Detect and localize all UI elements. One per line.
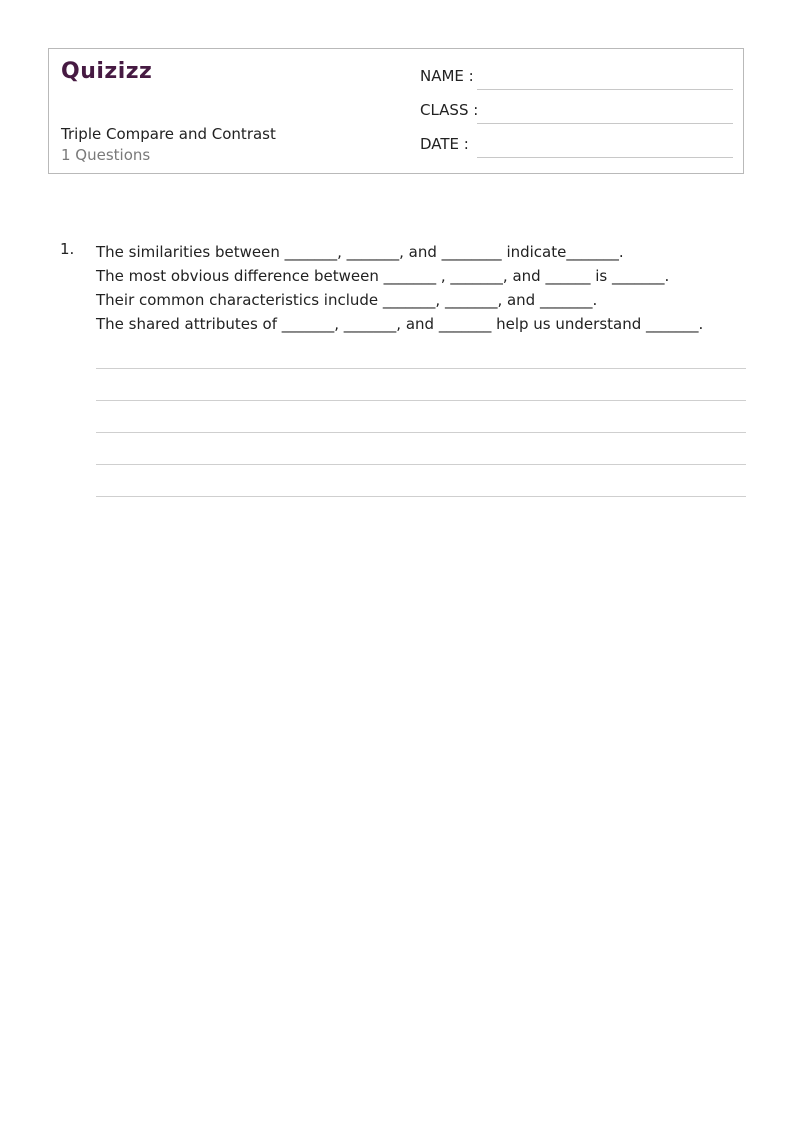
- name-field[interactable]: [420, 67, 733, 91]
- date-label: DATE :: [420, 135, 469, 153]
- worksheet-title: Triple Compare and Contrast: [61, 125, 276, 143]
- answer-line[interactable]: [96, 496, 746, 497]
- class-line[interactable]: [477, 123, 733, 124]
- name-line[interactable]: [477, 89, 733, 90]
- question-line: Their common characteristics include _______, _______, and _______.: [96, 291, 598, 309]
- date-field[interactable]: [420, 135, 733, 159]
- name-label: NAME :: [420, 67, 474, 85]
- question-count: 1 Questions: [61, 146, 151, 164]
- worksheet-header: [48, 48, 744, 174]
- answer-line[interactable]: [96, 464, 746, 465]
- question-line: The similarities between _______, _______, and ________ indicate_______.: [96, 243, 624, 261]
- answer-line[interactable]: [96, 368, 746, 369]
- question-line: The shared attributes of _______, _______, and _______ help us understand _______.: [96, 315, 704, 333]
- class-field[interactable]: [420, 101, 733, 125]
- answer-line[interactable]: [96, 400, 746, 401]
- class-label: CLASS :: [420, 101, 479, 119]
- question-line: The most obvious difference between _______ , _______, and ______ is _______.: [96, 267, 670, 285]
- answer-line[interactable]: [96, 432, 746, 433]
- question-number: 1.: [60, 240, 75, 258]
- question-text: [96, 240, 746, 336]
- quizizz-logo: Quizizz: [61, 59, 153, 84]
- date-line[interactable]: [477, 157, 733, 158]
